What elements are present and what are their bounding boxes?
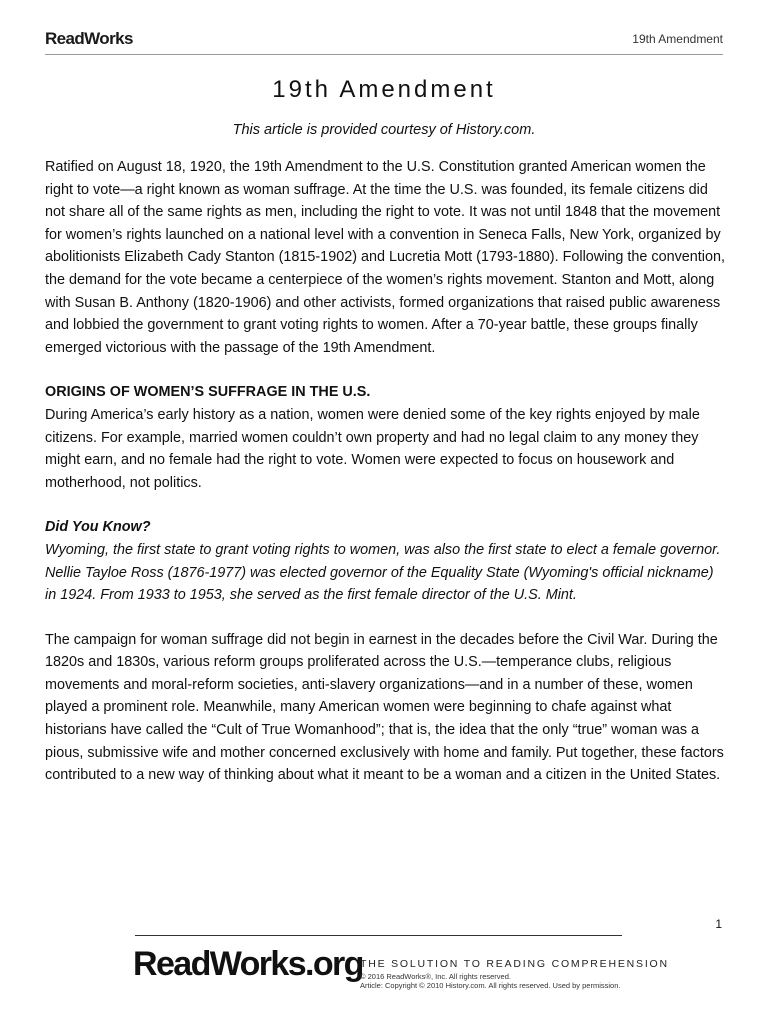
readworks-logo: ReadWorks xyxy=(45,29,133,48)
did-you-know-heading: Did You Know? xyxy=(45,519,151,536)
article-body xyxy=(45,156,725,787)
did-you-know-text: Wyoming, the first state to grant voting rights to women, was also the first state to elect a female governor. Nellie Tayloe Ross (1876-1977) was elected governor of the Equality State (Wyoming's official nickname) in 1924. From 1933 to 1953, she served as the first female director of the U.S. Mint. xyxy=(45,541,721,604)
footer-article-copyright: Article: Copyright © 2010 History.com. All rights reserved. Used by permission. xyxy=(360,981,621,990)
paragraph-intro: Ratified on August 18, 1920, the 19th Amendment to the U.S. Constitution granted American women the right to vote—a right known as woman suffrage. At the time the U.S. was founded, its female citizens did not share all of the same rights as men, including the right to vote. It was not until 1848 that the movement for women’s rights launched on a national level with a convention in Seneca Falls, New York, organized by abolitionists Elizabeth Cady Stanton (1815-1902) and Lucretia Mott (1793-1880). Following the convention, the demand for the vote became a centerpiece of the women’s rights movement. Stanton and Mott, along with Susan B. Anthony (1820-1906) and other activists, formed organizations that raised public awareness and lobbied the government to grant voting rights to women. After a 70-year battle, these groups finally emerged victorious with the passage of the 19th Amendment. xyxy=(45,159,725,356)
footer-logo: ReadWorks.org xyxy=(133,945,363,983)
footer-divider xyxy=(135,935,622,936)
footer-tagline: THE SOLUTION TO READING COMPREHENSION xyxy=(360,958,669,970)
page-number: 1 xyxy=(715,917,722,931)
section-heading: ORIGINS OF WOMEN’S SUFFRAGE IN THE U.S. xyxy=(45,384,371,401)
footer-copyright: © 2016 ReadWorks®, Inc. All rights reserved. xyxy=(360,972,511,981)
courtesy-note: This article is provided courtesy of History.com. xyxy=(232,122,536,138)
article-title: 19th Amendment xyxy=(272,76,496,103)
page-header xyxy=(45,28,723,55)
header-document-title: 19th Amendment xyxy=(632,32,723,46)
paragraph-campaign: The campaign for woman suffrage did not begin in earnest in the decades before the Civil War. During the 1820s and 1830s, various reform groups proliferated across the U.S.—temperance clubs, religious movements and moral-reform societies, anti-slavery organizations—and in a number of these, women played a prominent role. Meanwhile, many American women were beginning to chafe against what historians have called the “Cult of True Womanhood”; that is, the idea that the only “true” woman was a pious, submissive wife and mother concerned exclusively with home and family. Put together, these factors contributed to a new way of thinking about what it meant to be a woman and a citizen in the United States. xyxy=(45,631,724,784)
paragraph-origins: During America’s early history as a nation, women were denied some of the key rights enjoyed by male citizens. For example, married women couldn’t own property and had no legal claim to any money they might earn, and no female had the right to vote. Women were expected to focus on housework and motherhood, not politics. xyxy=(45,406,700,491)
